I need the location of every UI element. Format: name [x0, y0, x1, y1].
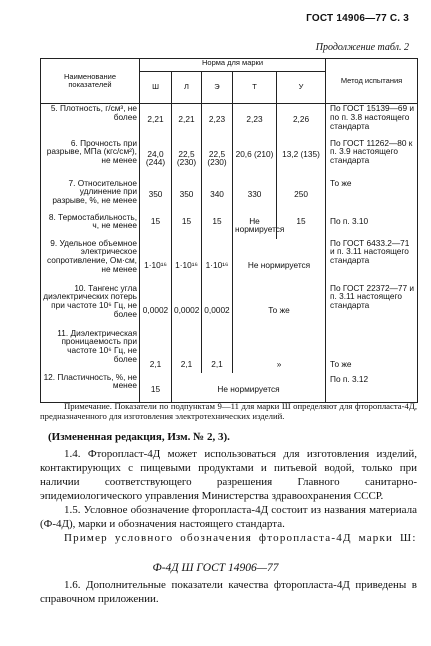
paragraph-1-4: 1.4. Фторопласт-4Д может использоваться для изготовления изделий, контактирующих с пищевыми продуктами и питьевой водой, только при наличии соответствующего разрешения Главного санитарно-эпидемиологического управления Министерства здравоохранения СССР.: [40, 448, 417, 503]
cell: 15: [172, 213, 202, 239]
method-cell: То же: [326, 329, 418, 373]
cell: 24,0 (244): [140, 139, 172, 179]
cell: 22,5 (230): [202, 139, 233, 179]
cell: 15: [140, 213, 172, 239]
cell: 350: [172, 179, 202, 213]
cell: 330: [233, 179, 277, 213]
merged-cell: Не нормируется: [233, 239, 326, 284]
cell: 2,1: [140, 329, 172, 373]
cell: 1·10¹⁶: [172, 239, 202, 284]
method-cell: По п. 3.12: [326, 373, 418, 403]
cell: 1·10¹⁶: [140, 239, 172, 284]
method-cell: По ГОСТ 11262—80 к п. 3.9 настоящего стандарта: [326, 139, 418, 179]
paragraph-1-5: 1.5. Условное обозначение фторопласта-4Д состоит из названия материала (Ф-4Д), марки и обозначения настоящего стандарта.: [40, 504, 417, 531]
amendment-note: (Измененная редакция, Изм. № 2, 3).: [48, 431, 230, 443]
cell: 15: [202, 213, 233, 239]
cell: 250: [277, 179, 326, 213]
cell: 2,21: [172, 104, 202, 139]
cell: 2,21: [140, 104, 172, 139]
method-cell: То же: [326, 179, 418, 213]
col-header-method: Метод испытания: [326, 59, 418, 104]
properties-table: [40, 58, 418, 403]
grade-header: У: [277, 72, 326, 104]
cell: 2,1: [172, 329, 202, 373]
row-name: 9. Удельное объемное электрическое сопротивление, Ом·см, не менее: [41, 239, 140, 284]
designation-example: Ф-4Д Ш ГОСТ 14906—77: [152, 562, 279, 574]
cell: 0,0002: [172, 284, 202, 329]
row-name: 7. Относительное удлинение при разрыве, %, не менее: [41, 179, 140, 213]
row-name: 6. Прочность при разрыве, МПа (кгс/см²), не менее: [41, 139, 140, 179]
cell: 0,0002: [202, 284, 233, 329]
grade-header: Ш: [140, 72, 172, 104]
col-header-norm: Норма для марки: [140, 59, 326, 72]
row-name: 5. Плотность, г/см³, не более: [41, 104, 140, 139]
method-cell: По ГОСТ 22372—77 и п. 3.11 настоящего стандарта: [326, 284, 418, 329]
cell: 15: [140, 373, 172, 403]
cell: 1·10¹⁶: [202, 239, 233, 284]
cell: 2,23: [233, 104, 277, 139]
example-label: Пример условного обозначения фторопласта-4Д марки Ш:: [64, 532, 417, 544]
grade-header: Э: [202, 72, 233, 104]
cell: 22,5 (230): [172, 139, 202, 179]
method-cell: По ГОСТ 15139—69 и по п. 3.8 настоящего стандарта: [326, 104, 418, 139]
col-header-indicators: Наименование показателей: [41, 59, 140, 104]
merged-cell: »: [233, 329, 326, 373]
table-note: Примечание. Показатели по подпунктам 9—11 для марки Ш определяют для фторопласта-4Д, предназначенного для изготовления электротехнических изделий.: [40, 401, 417, 421]
grade-header: Т: [233, 72, 277, 104]
row-name: 8. Термостабильность, ч, не менее: [41, 213, 140, 239]
merged-cell: Не нормируется: [172, 373, 326, 403]
cell: 20,6 (210): [233, 139, 277, 179]
table-continuation-label: Продолжение табл. 2: [315, 42, 409, 53]
row-name: 10. Тангенс угла диэлектрических потерь при частоте 10⁶ Гц, не более: [41, 284, 140, 329]
method-cell: По п. 3.10: [326, 213, 418, 239]
page-header: ГОСТ 14906—77 С. 3: [306, 13, 409, 24]
cell: 2,26: [277, 104, 326, 139]
method-cell: По ГОСТ 6433.2—71 и п. 3.11 настоящего стандарта: [326, 239, 418, 284]
paragraph-1-6: 1.6. Дополнительные показатели качества фторопласта-4Д приведены в справочном приложении.: [40, 579, 417, 606]
cell: 2,23: [202, 104, 233, 139]
cell: Не нормируется: [233, 213, 277, 239]
cell: 15: [277, 213, 326, 239]
merged-cell: То же: [233, 284, 326, 329]
row-name: 12. Пластичность, %, не менее: [41, 373, 140, 403]
row-name: 11. Диэлектрическая проницаемость при частоте 10⁶ Гц, не более: [41, 329, 140, 373]
cell: 340: [202, 179, 233, 213]
cell: 0,0002: [140, 284, 172, 329]
grade-header: Л: [172, 72, 202, 104]
cell: 13,2 (135): [277, 139, 326, 179]
cell: 350: [140, 179, 172, 213]
cell: 2,1: [202, 329, 233, 373]
